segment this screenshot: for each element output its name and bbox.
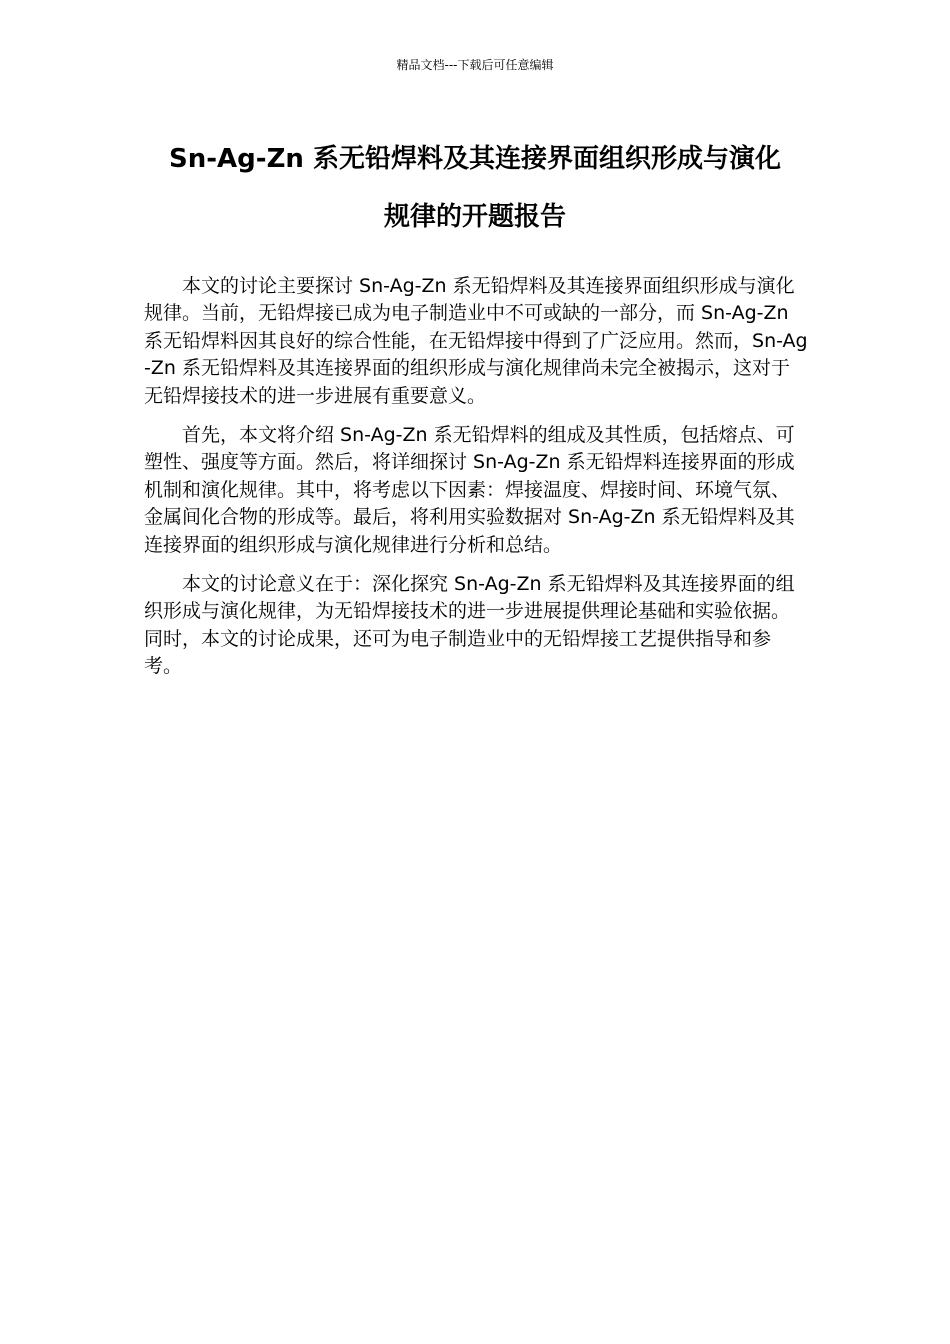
document-title: [140, 130, 810, 246]
document-body: [144, 273, 808, 693]
paragraph-intro: 本文的讨论主要探讨 Sn-Ag-Zn 系无铅焊料及其连接界面组织形成与演化规律。当前，无铅焊接已成为电子制造业中不可或缺的一部分，而 Sn-Ag-Zn 系无铅焊料因其良好的综合性能，在无铅焊接中得到了广泛应用。然而，Sn-Ag-Zn 系无铅焊料及其连接界面的组织形成与演化规律尚未完全被揭示，这对于无铅焊接技术的进一步进展有重要意义。: [144, 275, 808, 407]
paragraph-content: 首先，本文将介绍 Sn-Ag-Zn 系无铅焊料的组成及其性质，包括熔点、可塑性、强度等方面。然后，将详细探讨 Sn-Ag-Zn 系无铅焊料连接界面的形成机制和演化规律。其中，将考虑以下因素：焊接温度、焊接时间、环境气氛、金属间化合物的形成等。最后，将利用实验数据对 Sn-Ag-Zn 系无铅焊料及其连接界面的组织形成与演化规律进行分析和总结。: [144, 424, 795, 556]
page-header-note: 精品文档---下载后可任意编辑: [396, 58, 554, 72]
paragraph-significance: 本文的讨论意义在于：深化探究 Sn-Ag-Zn 系无铅焊料及其连接界面的组织形成与演化规律，为无铅焊接技术的进一步进展提供理论基础和实验依据。同时，本文的讨论成果，还可为电子制造业中的无铅焊接工艺提供指导和参考。: [144, 573, 795, 678]
title-line-2: 规律的开题报告: [383, 202, 566, 232]
title-line-1: Sn-Ag-Zn 系无铅焊料及其连接界面组织形成与演化: [169, 144, 781, 174]
